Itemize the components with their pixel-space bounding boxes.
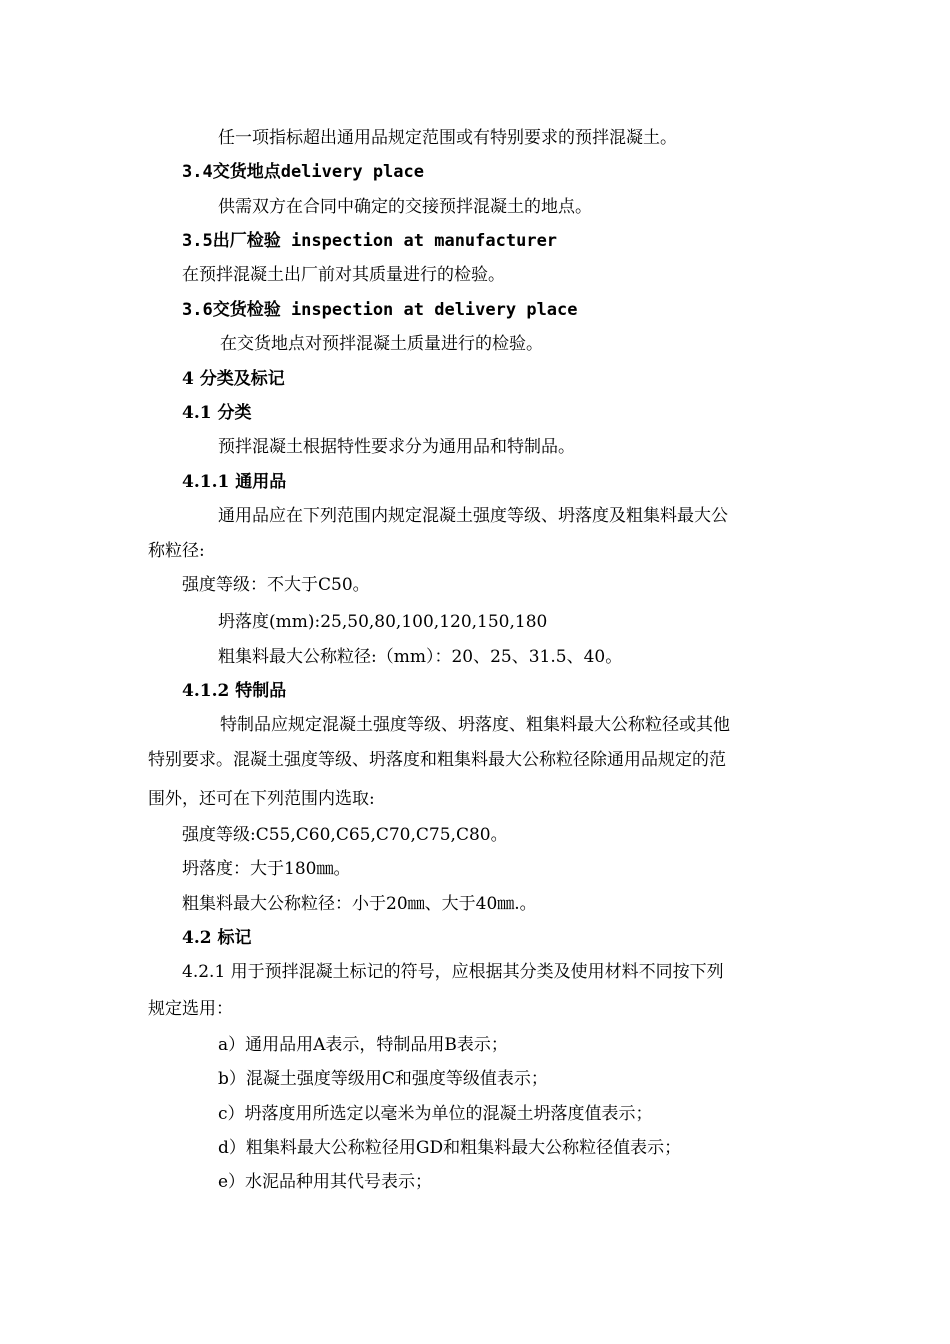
paragraph-line: 在预拌混凝土出厂前对其质量进行的检验。 [182, 265, 505, 285]
paragraph-line: 任一项指标超出通用品规定范围或有特别要求的预拌混凝土。 [218, 128, 677, 148]
section-heading-4-1-2: 4.1.2 特制品 [182, 681, 287, 701]
paragraph-line: 供需双方在合同中确定的交接预拌混凝土的地点。 [218, 197, 592, 217]
section-heading-3-6: 3.6交货检验 inspection at delivery place [182, 300, 578, 320]
paragraph-line: 特制品应规定混凝土强度等级、坍落度、粗集料最大公称粒径或其他 [220, 715, 730, 735]
section-heading-4-1-1: 4.1.1 通用品 [182, 472, 287, 492]
paragraph-line: 粗集料最大公称粒径:（mm）：20、25、31.5、40。 [218, 647, 623, 667]
list-item-d: d）粗集料最大公称粒径用GD和粗集料最大公称粒径值表示； [218, 1138, 682, 1158]
paragraph-line: 强度等级:C55,C60,C65,C70,C75,C80。 [182, 825, 508, 845]
list-item-e: e）水泥品种用其代号表示； [218, 1172, 433, 1192]
list-item-a: a）通用品用A表示，特制品用B表示； [218, 1035, 508, 1055]
paragraph-line: 通用品应在下列范围内规定混凝土强度等级、坍落度及粗集料最大公 [218, 506, 728, 526]
section-heading-4-2: 4.2 标记 [182, 928, 252, 948]
paragraph-line: 特别要求。混凝土强度等级、坍落度和粗集料最大公称粒径除通用品规定的范 [148, 750, 726, 770]
section-heading-4: 4 分类及标记 [182, 369, 285, 389]
paragraph-line-4-2-1: 4.2.1 用于预拌混凝土标记的符号，应根据其分类及使用材料不同按下列 [182, 962, 724, 982]
section-heading-3-4: 3.4交货地点delivery place [182, 162, 424, 182]
paragraph-line: 称粒径: [148, 541, 205, 561]
list-item-c: c）坍落度用所选定以毫米为单位的混凝土坍落度值表示； [218, 1104, 653, 1124]
paragraph-line: 预拌混凝土根据特性要求分为通用品和特制品。 [218, 437, 575, 457]
paragraph-line: 坍落度：大于180㎜。 [182, 859, 351, 879]
paragraph-line: 围外，还可在下列范围内选取: [148, 789, 375, 809]
section-heading-4-1: 4.1 分类 [182, 403, 252, 423]
list-item-b: b）混凝土强度等级用C和强度等级值表示； [218, 1069, 548, 1089]
paragraph-line: 粗集料最大公称粒径：小于20㎜、大于40㎜.。 [182, 894, 537, 914]
paragraph-line: 强度等级：不大于C50。 [182, 575, 370, 595]
paragraph-line: 规定选用： [148, 999, 233, 1019]
section-heading-3-5: 3.5出厂检验 inspection at manufacturer [182, 231, 558, 251]
paragraph-line: 坍落度(mm):25,50,80,100,120,150,180 [218, 612, 548, 632]
paragraph-line: 在交货地点对预拌混凝土质量进行的检验。 [220, 334, 543, 354]
